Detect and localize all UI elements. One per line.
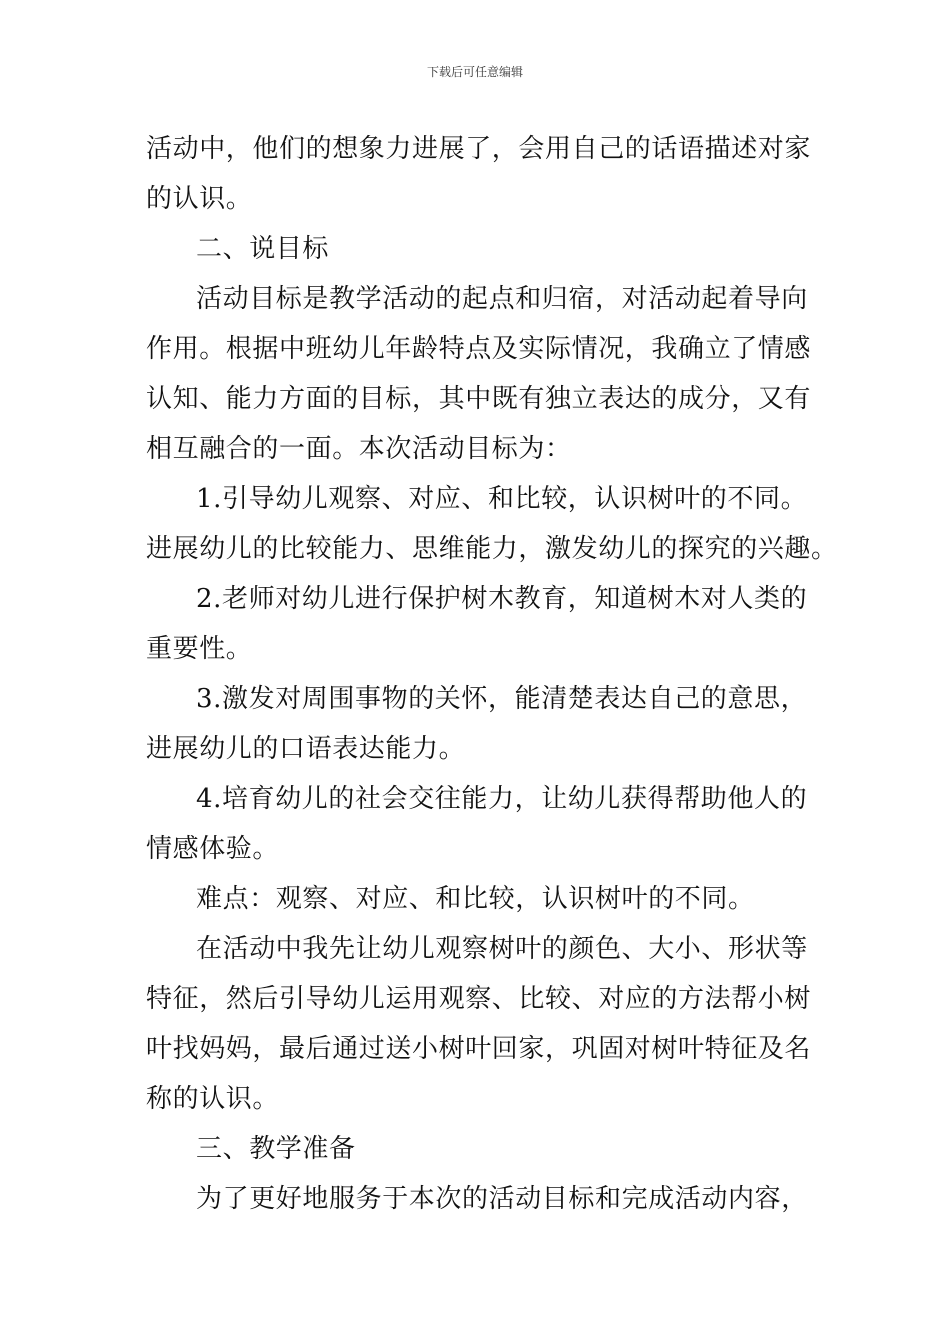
text-line-20: 称的认识。 xyxy=(146,1084,280,1114)
difficulty-line: 难点：观察、对应、和比较，认识树叶的不同。 xyxy=(196,884,755,914)
text-line-2: 的认识。 xyxy=(146,184,253,214)
objective-item-3: 3.激发对周围事物的关怀，能清楚表达自己的意思， xyxy=(196,684,808,714)
text-line-1: 活动中，他们的想象力进展了，会用自己的话语描述对家 xyxy=(146,134,812,164)
text-line-19: 叶找妈妈，最后通过送小树叶回家，巩固对树叶特征及名 xyxy=(146,1034,812,1064)
text-line-6: 认知、能力方面的目标，其中既有独立表达的成分，又有 xyxy=(146,384,812,414)
text-line-13: 进展幼儿的口语表达能力。 xyxy=(146,734,466,764)
text-line-5: 作用。根据中班幼儿年龄特点及实际情况，我确立了情感 xyxy=(146,334,812,364)
text-line-11: 重要性。 xyxy=(146,634,253,664)
text-line-7: 相互融合的一面。本次活动目标为： xyxy=(146,434,572,464)
text-line-15: 情感体验。 xyxy=(146,834,280,864)
objective-item-1: 1.引导幼儿观察、对应、和比较，认识树叶的不同。 xyxy=(196,484,808,514)
section-heading-preparation: 三、教学准备 xyxy=(196,1134,356,1164)
text-line-17: 在活动中我先让幼儿观察树叶的颜色、大小、形状等 xyxy=(196,934,808,964)
section-heading-objectives: 二、说目标 xyxy=(196,234,330,264)
text-line-4: 活动目标是教学活动的起点和归宿，对活动起着导向 xyxy=(196,284,808,314)
text-line-9: 进展幼儿的比较能力、思维能力，激发幼儿的探究的兴趣。 xyxy=(146,534,838,564)
objective-item-4: 4.培育幼儿的社会交往能力，让幼儿获得帮助他人的 xyxy=(196,784,808,814)
page-header: 下载后可任意编辑 xyxy=(426,65,523,79)
text-line-22: 为了更好地服务于本次的活动目标和完成活动内容， xyxy=(196,1184,808,1214)
objective-item-2: 2.老师对幼儿进行保护树木教育，知道树木对人类的 xyxy=(196,584,808,614)
text-line-18: 特征，然后引导幼儿运用观察、比较、对应的方法帮小树 xyxy=(146,984,812,1014)
